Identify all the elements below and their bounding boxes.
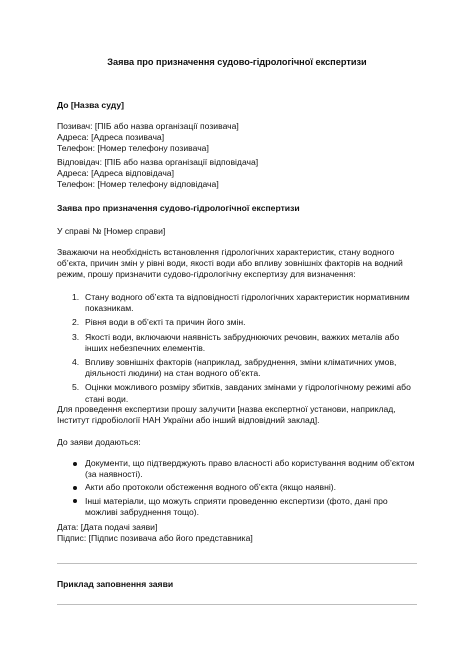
- attachments-heading: До заяви додаються:: [57, 437, 141, 447]
- list-item: [57, 332, 417, 354]
- document-title: Заява про призначення судово-гідрологічної експертизи: [107, 57, 367, 67]
- institution-paragraph: Для проведення експертизи прошу залучити [назва експертної установи, наприклад, Інститут гідробіології НАН України або інший відповідний заклад].: [57, 404, 396, 426]
- list-number: 1.: [72, 292, 80, 302]
- plaintiff-block: [57, 121, 417, 155]
- plaintiff-address: Адреса: [Адреса позивача]: [57, 132, 165, 143]
- list-item-text: Стану водного об’єкта та відповідності гідрологічних характеристик нормативним показникам.: [85, 292, 410, 314]
- date-signature-block: [57, 522, 417, 544]
- court-line: До [Назва суду]: [57, 100, 124, 110]
- list-item: [57, 482, 417, 493]
- section-heading: Заява про призначення судово-гідрологічної експертизи: [57, 203, 300, 213]
- list-item: [57, 382, 417, 404]
- plaintiff-name: Позивач: [ПІБ або назва організації позивача]: [57, 121, 239, 131]
- defendant-block: [57, 157, 417, 191]
- example-heading: Приклад заповнення заяви: [57, 579, 174, 589]
- divider: [57, 563, 417, 564]
- list-item-text: Якості води, включаючи наявність забруднюючих речовин, важких металів або інших небезпечних елементів.: [85, 331, 400, 353]
- defendant-phone: Телефон: [Номер телефону відповідача]: [57, 179, 219, 190]
- list-item-text: Впливу зовнішніх факторів (наприклад, забруднення, зміни кліматичних умов, діяльності людини) на стан водного об’єкта.: [85, 357, 397, 379]
- list-number: 2.: [72, 317, 80, 328]
- divider: [57, 604, 417, 605]
- bullet-icon: [73, 499, 77, 503]
- list-item-text: Оцінки можливого розміру збитків, завданих змінами у гідрологічному режимі або стані води.: [85, 382, 411, 404]
- list-item: [57, 458, 417, 480]
- list-item-text: Акти або протоколи обстеження водного об’єкта (якщо наявні).: [85, 482, 336, 493]
- list-item-text: Документи, що підтверджують право власності або користування водним об’єктом (за наявності).: [85, 458, 415, 480]
- bullet-icon: [73, 462, 77, 466]
- list-number: 3.: [72, 331, 80, 342]
- bullet-icon: [73, 486, 77, 490]
- list-item: [57, 496, 417, 518]
- defendant-name: Відповідач: [ПІБ або назва організації відповідача]: [57, 157, 259, 167]
- attachments-list: [57, 458, 417, 520]
- questions-list: [57, 292, 417, 408]
- list-item-text: Рівня води в об’єкті та причин його змін.: [85, 317, 246, 328]
- list-item: [57, 357, 417, 379]
- defendant-address: Адреса: [Адреса відповідача]: [57, 168, 174, 179]
- plaintiff-phone: Телефон: [Номер телефону позивача]: [57, 143, 209, 154]
- signature-line: Підпис: [Підпис позивача або його представника]: [57, 533, 253, 544]
- intro-paragraph: Зважаючи на необхідність встановлення гідрологічних характеристик, стану водного об’єкта, причин змін у рівні води, якості води або впливу зовнішніх факторів на водний режим, прошу призначити судово-гідрологічну експертизу для визначення:: [57, 247, 403, 280]
- date-line: Дата: [Дата подачі заяви]: [57, 522, 158, 532]
- list-item: [57, 317, 417, 328]
- list-item-text: Інші матеріали, що можуть сприяти проведенню експертизи (фото, дані про можливі забруднення тощо).: [85, 495, 388, 517]
- list-number: 4.: [72, 357, 80, 368]
- list-number: 5.: [72, 382, 80, 393]
- list-item: [57, 292, 417, 314]
- case-number: У справі № [Номер справи]: [57, 226, 166, 236]
